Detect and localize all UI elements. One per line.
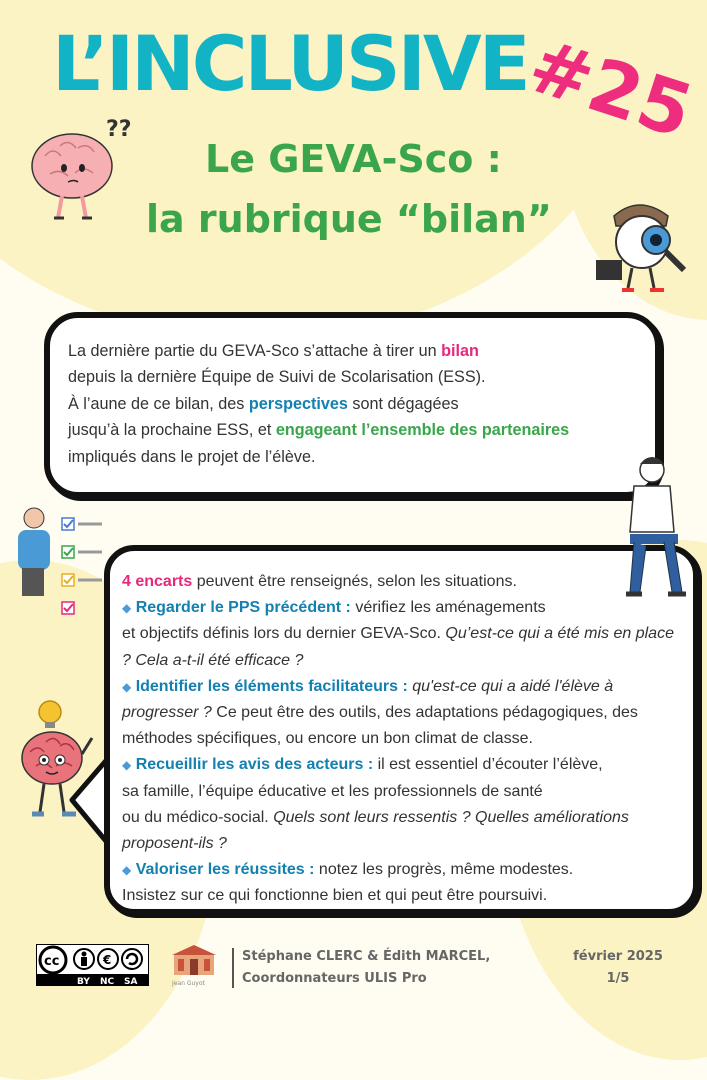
highlight-perspectives: perspectives <box>248 394 348 413</box>
intro-text-1: La dernière partie du GEVA-Sco s’attache à tirer un <box>68 342 442 360</box>
eye-detective-icon <box>592 194 704 294</box>
encart-3-question: Quels sont leurs ressentis ? Quelles améliorations proposent-ils ? <box>122 808 629 853</box>
page-number: 1/5 <box>606 971 630 986</box>
brain-idea-icon <box>14 696 106 822</box>
encart-3-text-3: ou du médico-social. <box>122 808 274 826</box>
encarts-text <box>122 569 687 910</box>
license-nc: NC <box>100 977 115 986</box>
authors-line-1: Stéphane CLERC & Édith MARCEL, <box>242 949 491 964</box>
issue-number: #25 <box>518 22 703 156</box>
creative-commons-icon <box>36 944 149 986</box>
svg-text:??: ?? <box>106 117 132 142</box>
highlight-partenaires: engageant l’ensemble des partenaires <box>275 421 570 440</box>
intro-text <box>68 338 658 470</box>
subtitle-line-2: la rubrique “bilan” <box>146 197 552 241</box>
intro-text-6: impliqués dans le projet de l’élève. <box>68 447 316 466</box>
encart-4-title: Valoriser les réussites : <box>135 861 315 879</box>
logo-text: Jean Guyot <box>172 980 205 987</box>
footer-authors <box>242 946 490 990</box>
encart-1-question: Qu’est-ce qui a été mis en place ? Cela a-t-il été efficace ? <box>122 625 674 669</box>
thinking-brain-icon <box>20 118 135 223</box>
diamond-bullet-icon: ◆ <box>122 601 132 616</box>
encart-1-text-2: et objectifs définis lors du dernier GEVA-Sco. <box>122 625 446 643</box>
intro-text-2: depuis la dernière Équipe de Suivi de Scolarisation (ESS). <box>68 368 486 387</box>
license-cc: cc <box>44 954 60 969</box>
intro-text-5: jusqu’à la prochaine ESS, et <box>68 421 276 440</box>
diamond-bullet-icon: ◆ <box>122 679 132 694</box>
highlight-bilan: bilan <box>441 342 479 360</box>
encart-3-text: il est essentiel d’écouter l’élève, <box>373 756 603 774</box>
diamond-bullet-icon: ◆ <box>122 863 132 878</box>
encart-3-text-2: sa famille, l’équipe éducative et les professionnels de santé <box>122 782 543 800</box>
intro-text-3: À l’aune de ce bilan, des <box>68 394 249 413</box>
diamond-bullet-icon: ◆ <box>122 758 132 773</box>
school-logo-icon <box>168 941 220 989</box>
license-sa: SA <box>124 977 138 986</box>
intro-text-4: sont dégagées <box>347 394 459 413</box>
encart-2-text: Ce peut être des outils, des adaptations pédagogiques, des méthodes spécifiques, ou encore un bon climat de classe. <box>122 704 638 748</box>
footer-date-block <box>573 946 663 990</box>
encart-3-title: Recueillir les avis des acteurs : <box>135 756 374 774</box>
license-by: BY <box>77 977 90 986</box>
encart-4-text: notez les progrès, même modestes. <box>314 861 574 879</box>
svg-text:€: € <box>103 953 112 967</box>
page-title: L’INCLUSIVE <box>52 19 528 108</box>
person-checklist-icon <box>14 506 110 622</box>
encarts-box <box>104 545 699 915</box>
highlight-encarts: 4 encarts <box>122 573 193 590</box>
authors-line-2: Coordonnateurs ULIS Pro <box>242 971 427 986</box>
sitting-person-icon <box>614 456 690 606</box>
subtitle-line-1: Le GEVA-Sco : <box>205 137 502 181</box>
encarts-lead: peuvent être renseignés, selon les situations. <box>192 573 517 590</box>
encart-2-title: Identifier les éléments facilitateurs : <box>135 677 408 695</box>
intro-box <box>44 312 661 498</box>
encart-2-question: qu'est-ce qui a aidé l'élève à progresser ? <box>122 677 614 722</box>
encart-1-title: Regarder le PPS précédent : <box>135 599 351 617</box>
publication-date: février 2025 <box>573 949 663 964</box>
encart-1-text: vérifiez les aménagements <box>350 599 546 617</box>
encart-4-text-2: Insistez sur ce qui fonctionne bien et qui peut être poursuivi. <box>122 887 548 905</box>
footer-separator <box>232 948 234 988</box>
